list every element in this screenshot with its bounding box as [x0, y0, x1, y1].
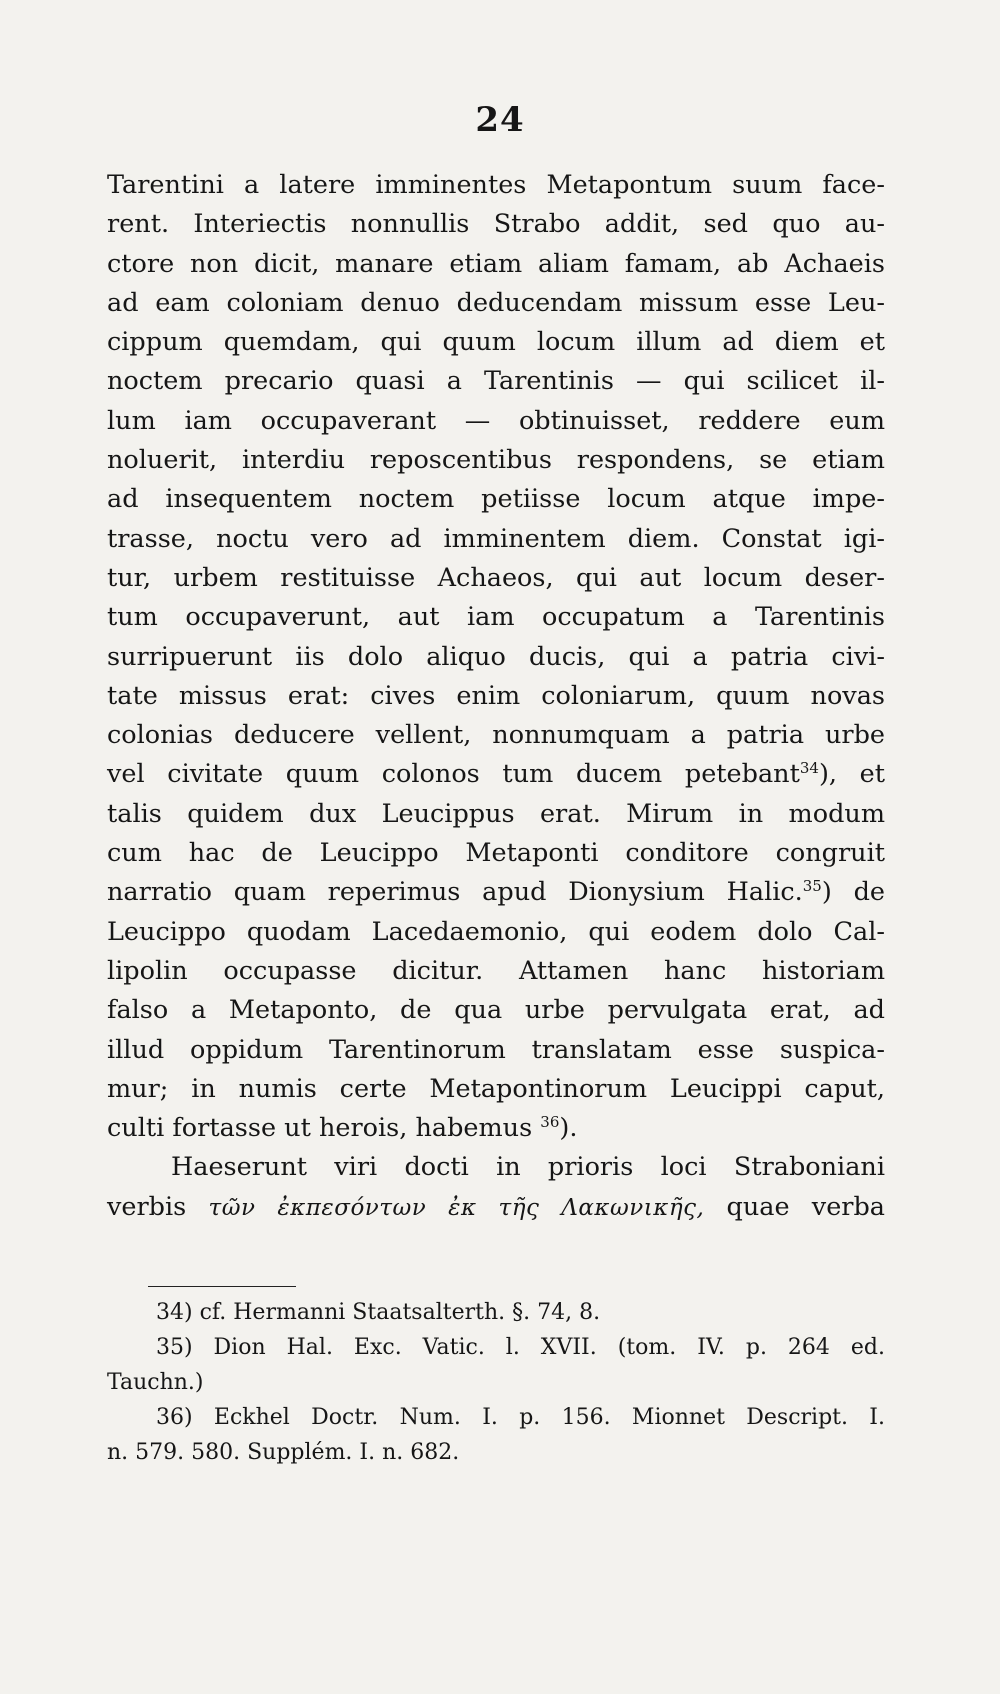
text-line: trasse, noctu vero ad imminentem diem. Constat igi-: [107, 523, 885, 554]
text-line: Leucippo quodam Lacedaemonio, qui eodem dolo Cal-: [107, 916, 885, 947]
text-line: cippum quemdam, qui quum locum illum ad diem et: [107, 327, 885, 358]
text-line: ad eam coloniam denuo deducendam missum esse Leu-: [107, 287, 885, 318]
footnote-separator: [148, 1286, 296, 1287]
page-number: 24: [475, 100, 525, 140]
text-line: noluerit, interdiu reposcentibus respondens, se etiam: [107, 445, 885, 476]
text-line: lum iam occupaverant — obtinuisset, reddere eum: [107, 405, 885, 436]
body-text: [107, 166, 885, 1227]
text-line: tum occupaverunt, aut iam occupatum a Tarentinis: [107, 602, 885, 633]
text-line: falso a Metaponto, de qua urbe pervulgata erat, ad: [107, 995, 885, 1026]
paragraph-start-line: Haeserunt viri docti in prioris loci Straboniani: [171, 1152, 885, 1183]
text-segment: culti fortasse ut herois, habemus: [107, 1113, 533, 1144]
text-line: surripuerunt iis dolo aliquo ducis, qui a patria civi-: [107, 641, 885, 672]
greek-quotation: τῶν ἐκπεσόντων ἐκ τῆς Λακωνικῆς,: [208, 1194, 705, 1221]
text-line: [107, 1188, 885, 1227]
footnote-35-continued: Tauchn.): [107, 1370, 204, 1395]
text-line: tur, urbem restituisse Achaeos, qui aut locum deser-: [107, 562, 885, 593]
footnote-35: 35) Dion Hal. Exc. Vatic. l. XVII. (tom. IV. p. 264 ed.: [156, 1335, 885, 1360]
text-segment: ).: [559, 1113, 578, 1144]
footnote-ref: 34: [799, 759, 819, 778]
text-line: colonias deducere vellent, nonnumquam a patria urbe: [107, 720, 885, 751]
text-line: lipolin occupasse dicitur. Attamen hanc historiam: [107, 955, 885, 986]
footnote-36-continued: n. 579. 580. Supplém. I. n. 682.: [107, 1440, 460, 1465]
text-line: mur; in numis certe Metapontinorum Leucippi caput,: [107, 1073, 885, 1104]
text-line: [107, 1109, 885, 1148]
text-line: cum hac de Leucippo Metaponti conditore congruit: [107, 838, 885, 869]
text-segment: narratio quam reperimus apud Dionysium Halic.: [107, 877, 803, 908]
text-line: ad insequentem noctem petiisse locum atque impe-: [107, 484, 885, 515]
text-line: ctore non dicit, manare etiam aliam famam, ab Achaeis: [107, 248, 885, 279]
footnotes: [107, 1295, 885, 1470]
footnote-ref: 35: [802, 877, 822, 896]
text-segment: verbis: [107, 1191, 187, 1222]
text-line: tate missus erat: cives enim coloniarum, quum novas: [107, 680, 885, 711]
text-line: talis quidem dux Leucippus erat. Mirum in modum: [107, 798, 885, 829]
text-segment: ), et: [818, 759, 886, 790]
text-segment: vel civitate quum colonos tum ducem petebant: [107, 759, 800, 790]
text-line: illud oppidum Tarentinorum translatam esse suspica-: [107, 1034, 885, 1065]
text-line: rent. Interiectis nonnullis Strabo addit, sed quo au-: [107, 209, 885, 240]
text-segment: ) de: [821, 877, 886, 908]
text-segment: quae verba: [726, 1191, 886, 1222]
footnote-ref: 36: [540, 1113, 560, 1132]
footnote-36: 36) Eckhel Doctr. Num. I. p. 156. Mionnet Descript. I.: [156, 1405, 885, 1430]
text-line: [107, 873, 885, 912]
text-line: [107, 755, 885, 794]
text-line: Tarentini a latere imminentes Metapontum suum face-: [107, 170, 885, 200]
text-line: noctem precario quasi a Tarentinis — qui scilicet il-: [107, 366, 885, 397]
footnote-34: 34) cf. Hermanni Staatsalterth. §. 74, 8.: [156, 1300, 601, 1325]
